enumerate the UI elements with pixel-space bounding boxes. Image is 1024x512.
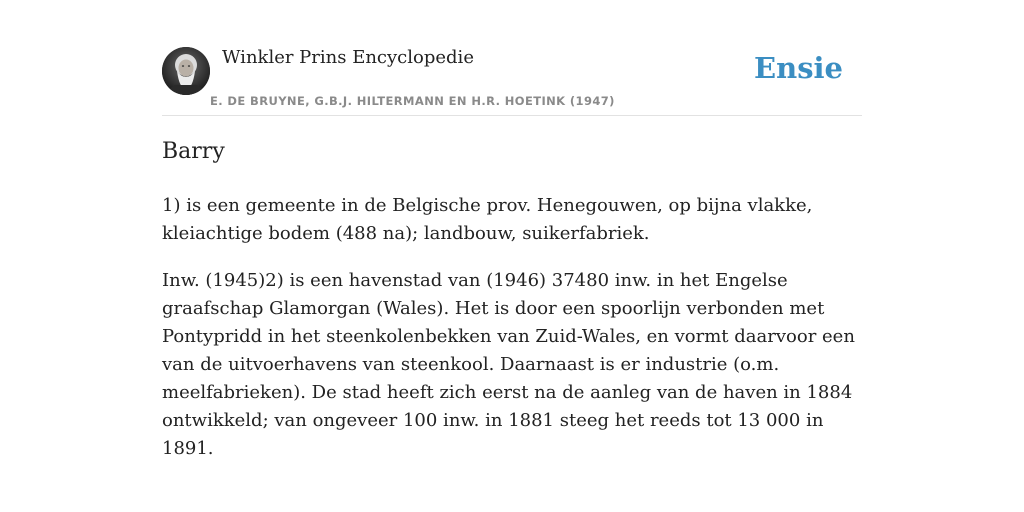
encyclopedia-title-link[interactable]: Winkler Prins Encyclopedie xyxy=(222,47,474,68)
article-paragraph: Inw. (1945)2) is een havenstad van (1946) 37480 inw. in het Engelse graafschap Glamorgan (Wales). Het is door een spoorlijn verbonden met Pontypridd in het steenkolenbekken van Zuid-Wales, en vormt daarvoor een van de uitvoerhavens van steenkool. Daarnaast is er industrie (o.m. meelfabrieken). De stad heeft zich eerst na de aanleg van de haven in 1884 ontwikkeld; van ongeveer 100 inw. in 1881 steeg het reeds tot 13 000 in 1891. xyxy=(162,270,855,459)
page-header xyxy=(162,45,862,116)
article-body xyxy=(162,192,874,482)
portrait-icon xyxy=(162,47,210,95)
article-paragraph: 1) is een gemeente in de Belgische prov. Henegouwen, op bijna vlakke, kleiachtige bodem (488 na); landbouw, suikerfabriek. xyxy=(162,195,813,244)
article-title: Barry xyxy=(162,139,225,164)
authors-credit: E. DE BRUYNE, G.B.J. HILTERMANN EN H.R. HOETINK (1947) xyxy=(210,94,615,108)
author-portrait-avatar[interactable] xyxy=(162,47,210,95)
ensie-logo-link[interactable]: Ensie xyxy=(754,51,843,85)
